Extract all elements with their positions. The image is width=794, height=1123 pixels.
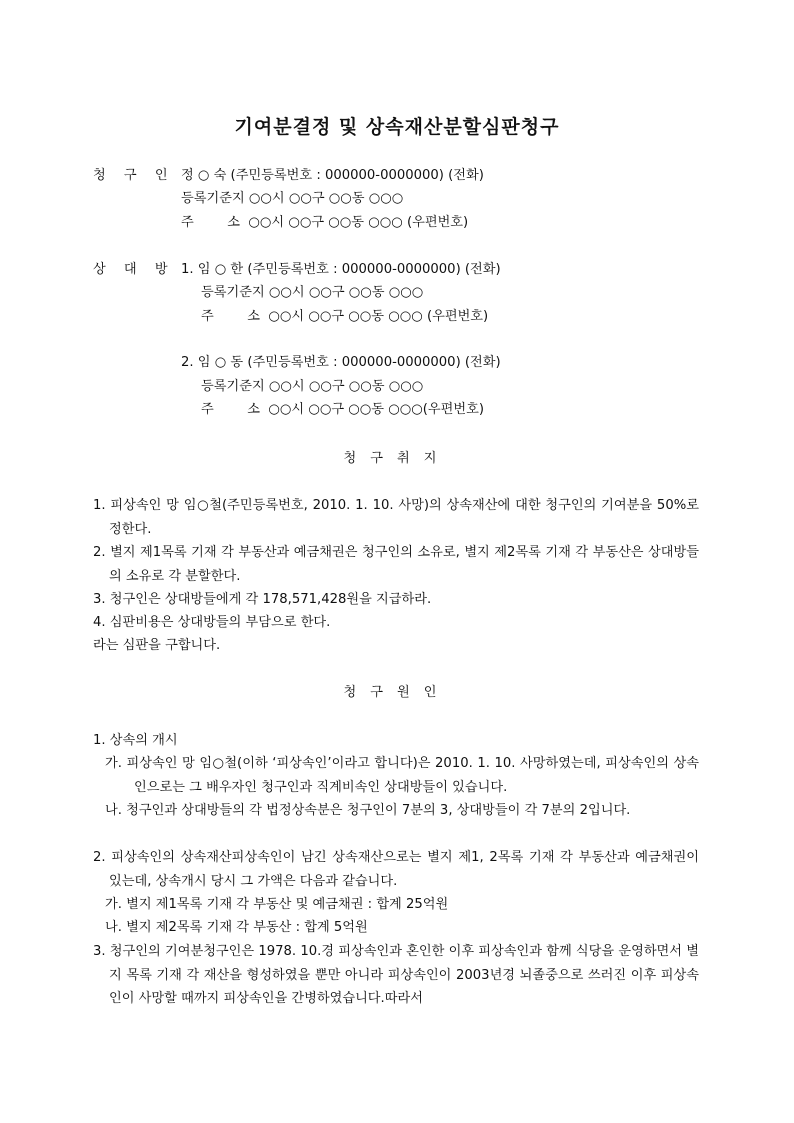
respondent1-name-line: 1. 임 ○ 한 (주민등록번호 : 000000-0000000) (전화) (181, 262, 501, 277)
purpose-item-2: 2. 별지 제1목록 기재 각 부동산과 예금채권은 청구인의 소유로, 별지 제2목록 기재 각 부동산은 상대방들의 소유로 각 분할한다. (93, 545, 699, 584)
claimant-label: 청 구 인 (93, 168, 175, 183)
document-title: 기여분결정 및 상속재산분할심판청구 (234, 116, 560, 138)
purpose-heading: 청구취지 (343, 451, 451, 466)
cause-section-1-a: 가. 피상속인 망 임○철(이하 ‘피상속인’이라고 합니다)은 2010. 1. 10. 사망하였는데, 피상속인의 상속인으로는 그 배우자인 청구인과 직계비속인 상대방들이 있습니다. (105, 756, 699, 795)
cause-section-2-a: 가. 별지 제1목록 기재 각 부동산 및 예금채권 : 합계 25억원 (105, 897, 449, 912)
respondent2-name-line: 2. 임 ○ 동 (주민등록번호 : 000000-0000000) (전화) (181, 355, 501, 370)
respondent1-registry-line: 등록기준지 ○○시 ○○구 ○○동 ○○○ (201, 285, 424, 300)
purpose-closing: 라는 심판을 구합니다. (93, 638, 221, 653)
cause-section-2-title: 2. 피상속인의 상속재산피상속인이 남긴 상속재산으로는 별지 제1, 2목록 기재 각 부동산과 예금채권이 있는데, 상속개시 당시 그 가액은 다음과 같습니다. (93, 850, 699, 889)
cause-heading: 청구원인 (343, 685, 451, 700)
purpose-item-4: 4. 심판비용은 상대방들의 부담으로 한다. (93, 615, 331, 630)
respondents-label: 상 대 방 (93, 262, 175, 277)
respondent2-registry-line: 등록기준지 ○○시 ○○구 ○○동 ○○○ (201, 379, 424, 394)
cause-section-3: 3. 청구인의 기여분청구인은 1978. 10.경 피상속인과 혼인한 이후 피상속인과 함께 식당을 운영하면서 별지 목록 기재 각 재산을 형성하였을 뿐만 아니라 피상속인이 2003년경 뇌졸중으로 쓰러진 이후 피상속인이 사망할 때까지 피상속인을 간병하였습니다.따라서 (93, 944, 699, 1006)
purpose-item-1: 1. 피상속인 망 임○철(주민등록번호, 2010. 1. 10. 사망)의 상속재산에 대한 청구인의 기여분을 50%로 정한다. (93, 498, 699, 537)
cause-section-2-b: 나. 별지 제2목록 기재 각 부동산 : 합계 5억원 (105, 920, 368, 935)
respondent1-address-line: 주 소 ○○시 ○○구 ○○동 ○○○ (우편번호) (201, 309, 489, 324)
claimant-registry-line: 등록기준지 ○○시 ○○구 ○○동 ○○○ (181, 191, 404, 206)
cause-section-1-b: 나. 청구인과 상대방들의 각 법정상속분은 청구인이 7분의 3, 상대방들이 각 7분의 2입니다. (105, 803, 631, 818)
purpose-item-3: 3. 청구인은 상대방들에게 각 178,571,428원을 지급하라. (93, 592, 432, 607)
claimant-name-line: 정 ○ 숙 (주민등록번호 : 000000-0000000) (전화) (181, 168, 484, 183)
claimant-address-line: 주 소 ○○시 ○○구 ○○동 ○○○ (우편번호) (181, 215, 469, 230)
respondent2-address-line: 주 소 ○○시 ○○구 ○○동 ○○○(우편번호) (201, 402, 484, 417)
cause-section-1-title: 1. 상속의 개시 (93, 733, 178, 748)
